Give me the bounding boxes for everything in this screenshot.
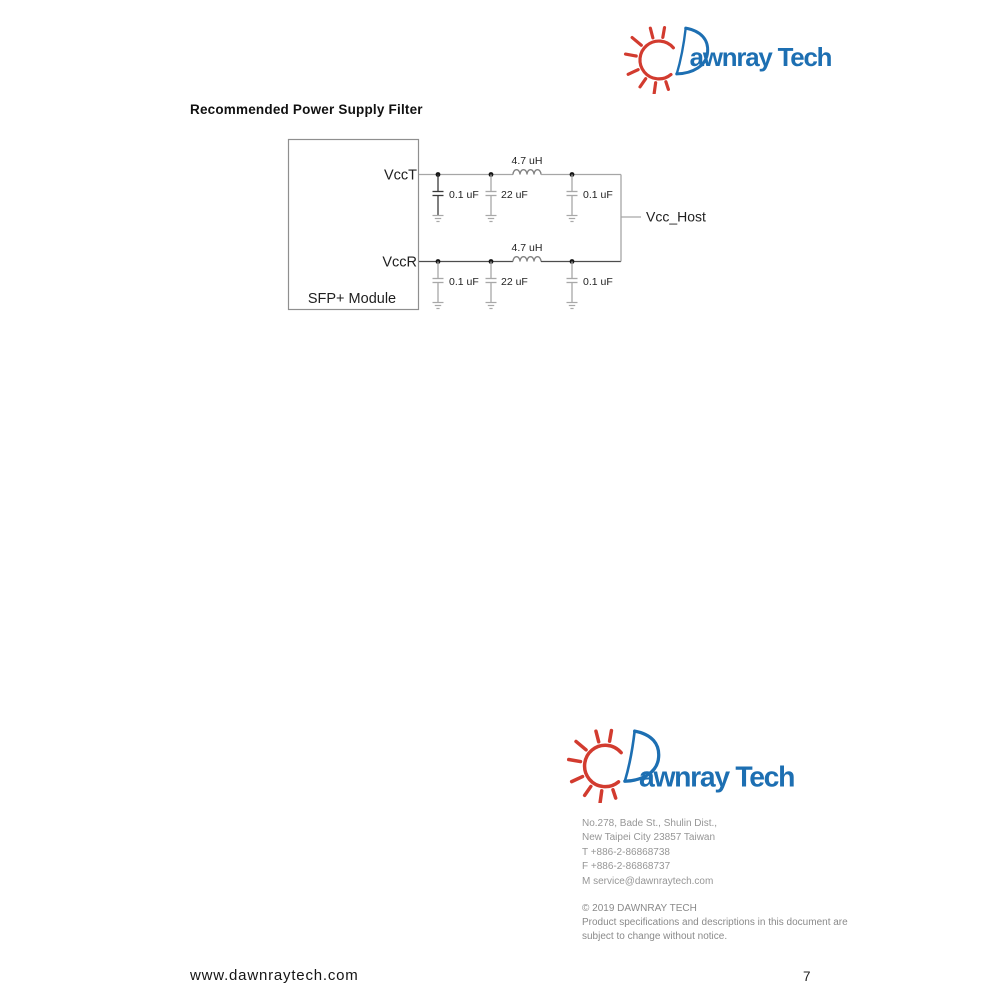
inductor-symbol bbox=[513, 257, 541, 262]
brand-wordmark: awnray Tech bbox=[689, 43, 832, 72]
fax-line: F +886-2-86868737 bbox=[582, 861, 671, 873]
capacitor-value: 22 uF bbox=[501, 276, 528, 288]
copyright-line: © 2019 DAWNRAY TECH bbox=[582, 903, 697, 914]
sfp-module-box bbox=[289, 140, 419, 310]
email-line: M service@dawnraytech.com bbox=[582, 875, 714, 887]
address-line: No.278, Bade St., Shulin Dist., bbox=[582, 818, 718, 829]
vcc-host-label: Vcc_Host bbox=[646, 208, 706, 225]
ground-symbol bbox=[486, 303, 497, 309]
ground-symbol bbox=[567, 303, 578, 309]
rail-vcct bbox=[384, 155, 621, 222]
rail-label-vcct: VccT bbox=[383, 167, 417, 184]
capacitor-value: 0.1 uF bbox=[449, 276, 479, 288]
page-number: 7 bbox=[803, 969, 811, 984]
capacitor-symbol bbox=[433, 262, 444, 303]
contact-block bbox=[582, 817, 717, 889]
capacitor-value: 0.1 uF bbox=[583, 276, 613, 288]
capacitor-value: 22 uF bbox=[501, 189, 528, 201]
footer-url: www.dawnraytech.com bbox=[190, 967, 359, 984]
footer-logo bbox=[566, 718, 797, 803]
capacitor-symbol bbox=[567, 175, 578, 216]
ground-symbol bbox=[567, 216, 578, 222]
notice-line: Product specifications and descriptions in this document are bbox=[582, 917, 848, 928]
capacitor-symbol bbox=[486, 175, 497, 216]
page-title: Recommended Power Supply Filter bbox=[190, 102, 423, 117]
notice-line: subject to change without notice. bbox=[582, 931, 728, 942]
brand-wordmark: awnray Tech bbox=[639, 761, 795, 794]
ground-symbol bbox=[433, 303, 444, 309]
capacitor-value: 0.1 uF bbox=[449, 189, 479, 201]
ground-symbol bbox=[486, 216, 497, 222]
ground-symbol bbox=[433, 216, 444, 222]
rail-label-vccr: VccR bbox=[382, 254, 417, 271]
capacitor-symbol bbox=[567, 262, 578, 303]
inductor-value: 4.7 uH bbox=[511, 155, 543, 167]
capacitor-value: 0.1 uF bbox=[583, 189, 613, 201]
capacitor-symbol bbox=[433, 175, 444, 216]
host-connection bbox=[621, 175, 706, 262]
capacitor-symbol bbox=[486, 262, 497, 303]
inductor-value: 4.7 uH bbox=[511, 242, 543, 254]
inductor-symbol bbox=[513, 170, 541, 175]
legal-block bbox=[582, 902, 848, 944]
sfp-module-label: SFP+ Module bbox=[307, 291, 397, 307]
phone-line: T +886-2-86868738 bbox=[582, 846, 670, 858]
address-line: New Taipei City 23857 Taiwan bbox=[582, 832, 716, 844]
